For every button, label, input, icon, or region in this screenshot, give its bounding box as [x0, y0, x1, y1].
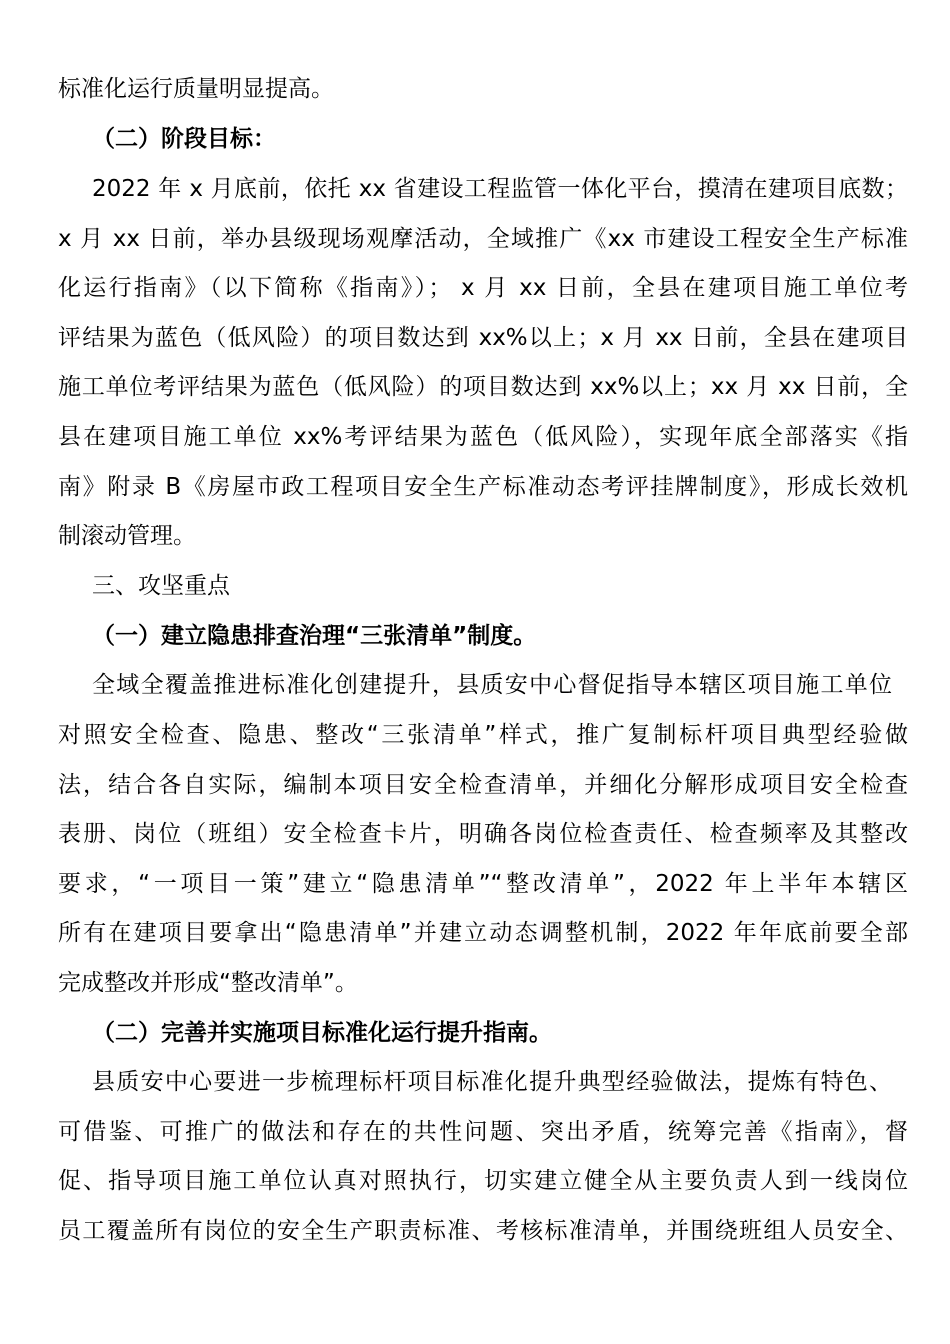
- paragraph-line: 对照安全检查、隐患、整改“三张清单”样式，推广复制标杆项目典型经验做: [58, 722, 908, 748]
- paragraph-line: 可借鉴、可推广的做法和存在的共性问题、突出矛盾，统筹完善《指南》，督: [58, 1119, 908, 1145]
- section-heading: 三、攻坚重点: [92, 573, 230, 599]
- paragraph-line: 县质安中心要进一步梳理标杆项目标准化提升典型经验做法，提炼有特色、: [92, 1069, 892, 1095]
- paragraph-line: x 月 xx 日前，举办县级现场观摩活动，全域推广《xx 市建设工程安全生产标准: [58, 226, 908, 252]
- paragraph-line: 法，结合各自实际，编制本项目安全检查清单，并细化分解形成项目安全检查: [58, 772, 908, 798]
- subsection-heading: （一）建立隐患排查治理“三张清单”制度。: [92, 623, 537, 649]
- paragraph-line: 评结果为蓝色（低风险）的项目数达到 xx%以上；x 月 xx 日前，全县在建项目: [58, 325, 908, 351]
- paragraph-line: 县在建项目施工单位 xx%考评结果为蓝色（低风险），实现年底全部落实《指: [58, 424, 908, 450]
- subsection-heading: （二）完善并实施项目标准化运行提升指南。: [92, 1020, 552, 1046]
- paragraph-line: 施工单位考评结果为蓝色（低风险）的项目数达到 xx%以上；xx 月 xx 日前，全: [58, 374, 908, 400]
- paragraph-line: 南》附录 B《房屋市政工程项目安全生产标准动态考评挂牌制度》，形成长效机: [58, 474, 908, 500]
- paragraph-line: 全域全覆盖推进标准化创建提升，县质安中心督促指导本辖区项目施工单位: [92, 672, 892, 698]
- paragraph-line: 促、指导项目施工单位认真对照执行，切实建立健全从主要负责人到一线岗位: [58, 1168, 908, 1194]
- paragraph-line: 标准化运行质量明显提高。: [58, 76, 334, 102]
- section-heading: （二）阶段目标：: [92, 126, 276, 152]
- paragraph-line: 2022 年 x 月底前，依托 xx 省建设工程监管一体化平台，摸清在建项目底数；: [92, 176, 908, 202]
- paragraph-line: 要求，“一项目一策”建立“隐患清单”“整改清单”，2022 年上半年本辖区: [58, 871, 908, 897]
- paragraph-line: 表册、岗位（班组）安全检查卡片，明确各岗位检查责任、检查频率及其整改: [58, 821, 908, 847]
- paragraph-line: 所有在建项目要拿出“隐患清单”并建立动态调整机制，2022 年年底前要全部: [58, 920, 908, 946]
- paragraph-line: 员工覆盖所有岗位的安全生产职责标准、考核标准清单，并围绕班组人员安全、: [58, 1218, 908, 1244]
- paragraph-line: 制滚动管理。: [58, 523, 196, 549]
- paragraph-line: 化运行指南》（以下简称《指南》）； x 月 xx 日前，全县在建项目施工单位考: [58, 275, 908, 301]
- paragraph-line: 完成整改并形成“整改清单”。: [58, 970, 358, 996]
